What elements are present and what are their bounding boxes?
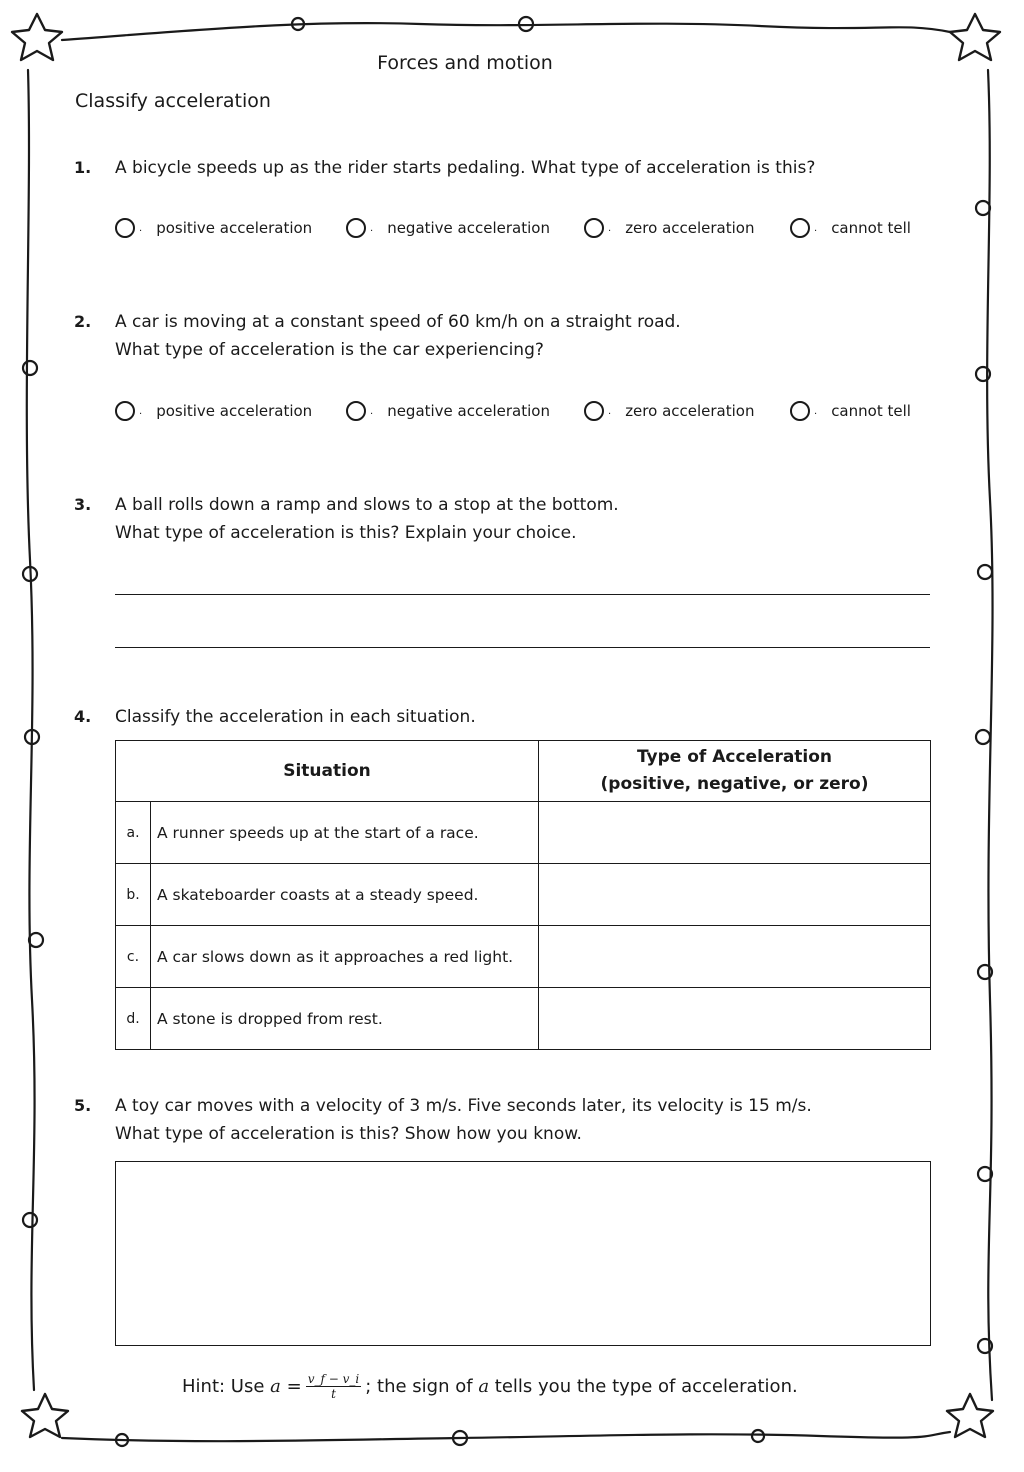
row-letter: a. — [116, 802, 151, 864]
q1-text: A bicycle speeds up as the rider starts pedaling. What type of acceleration is this? — [115, 158, 816, 178]
table-row — [116, 864, 931, 926]
formula-denominator: t — [331, 1387, 336, 1401]
q3-number: 3. — [74, 495, 92, 514]
row-situation: A stone is dropped from rest. — [151, 988, 539, 1050]
q5-work-box[interactable] — [115, 1161, 931, 1346]
hint-middle: ; the sign of — [365, 1376, 473, 1397]
q3-answer-line[interactable] — [115, 647, 930, 648]
row-letter: b. — [116, 864, 151, 926]
hint-variable-a: a — [270, 1376, 281, 1397]
q2-text — [115, 308, 681, 364]
radio-bubble-icon[interactable] — [584, 401, 604, 421]
q1-option-zero[interactable]: . zero acceleration — [584, 218, 754, 238]
q5-line-1: A toy car moves with a velocity of 3 m/s. Five seconds later, its velocity is 15 m/s. — [115, 1096, 812, 1116]
option-label: cannot tell — [831, 402, 911, 420]
hint-variable-a: a — [478, 1376, 490, 1397]
row-answer-cell[interactable] — [539, 864, 931, 926]
q2-option-negative[interactable]: . negative acceleration — [346, 401, 550, 421]
q2-line-2: What type of acceleration is the car experiencing? — [115, 340, 544, 360]
q1-option-negative[interactable]: . negative acceleration — [346, 218, 550, 238]
hint-prefix: Hint: Use — [182, 1376, 265, 1397]
subject-title: Forces and motion — [377, 52, 553, 74]
option-label: positive acceleration — [156, 219, 313, 237]
row-situation: A skateboarder coasts at a steady speed. — [151, 864, 539, 926]
q3-line-1: A ball rolls down a ramp and slows to a stop at the bottom. — [115, 495, 619, 515]
row-answer-cell[interactable] — [539, 802, 931, 864]
q5-number: 5. — [74, 1096, 92, 1115]
table-row — [116, 802, 931, 864]
radio-bubble-icon[interactable] — [115, 218, 135, 238]
radio-bubble-icon[interactable] — [790, 401, 810, 421]
hint-equals: = — [286, 1376, 302, 1397]
option-label: zero acceleration — [625, 219, 755, 237]
q2-option-positive[interactable]: . positive acceleration — [115, 401, 312, 421]
q2-line-1: A car is moving at a constant speed of 60 km/h on a straight road. — [115, 312, 681, 332]
option-label: zero acceleration — [625, 402, 755, 420]
table-row — [116, 988, 931, 1050]
q4-text: Classify the acceleration in each situation. — [115, 707, 476, 727]
column-header-type — [539, 741, 931, 802]
row-answer-cell[interactable] — [539, 926, 931, 988]
option-label: negative acceleration — [387, 402, 550, 420]
option-label: positive acceleration — [156, 402, 313, 420]
option-label: cannot tell — [831, 219, 911, 237]
row-situation: A runner speeds up at the start of a race. — [151, 802, 539, 864]
column-header-type-title: Type of Acceleration — [636, 747, 833, 767]
q3-answer-line[interactable] — [115, 594, 930, 595]
column-header-situation: Situation — [116, 741, 539, 802]
q2-option-cannot-tell[interactable]: . cannot tell — [790, 401, 911, 421]
q4-number: 4. — [74, 707, 92, 726]
q5-line-2: What type of acceleration is this? Show how you know. — [115, 1124, 582, 1144]
q2-option-zero[interactable]: . zero acceleration — [584, 401, 754, 421]
column-header-type-hint: (positive, negative, or zero) — [600, 774, 869, 794]
radio-bubble-icon[interactable] — [346, 218, 366, 238]
radio-bubble-icon[interactable] — [584, 218, 604, 238]
q2-options — [115, 401, 935, 431]
table-header-row — [116, 741, 931, 802]
table-row — [116, 926, 931, 988]
classification-table — [115, 740, 931, 1050]
q3-text — [115, 491, 619, 547]
option-label: negative acceleration — [387, 219, 550, 237]
formula-numerator: v_f − v_i — [307, 1372, 360, 1386]
row-letter: c. — [116, 926, 151, 988]
q5-text — [115, 1092, 812, 1148]
q3-line-2: What type of acceleration is this? Explain your choice. — [115, 523, 577, 543]
acceleration-formula — [306, 1372, 362, 1401]
row-letter: d. — [116, 988, 151, 1050]
radio-bubble-icon[interactable] — [790, 218, 810, 238]
row-situation: A car slows down as it approaches a red light. — [151, 926, 539, 988]
hint — [182, 1372, 798, 1401]
q1-option-positive[interactable]: . positive acceleration — [115, 218, 312, 238]
hint-suffix: tells you the type of acceleration. — [494, 1376, 798, 1397]
q1-options — [115, 218, 935, 248]
radio-bubble-icon[interactable] — [346, 401, 366, 421]
worksheet-topic: Classify acceleration — [75, 90, 271, 112]
q2-number: 2. — [74, 312, 92, 331]
q1-option-cannot-tell[interactable]: . cannot tell — [790, 218, 911, 238]
q1-number: 1. — [74, 158, 92, 177]
row-answer-cell[interactable] — [539, 988, 931, 1050]
radio-bubble-icon[interactable] — [115, 401, 135, 421]
